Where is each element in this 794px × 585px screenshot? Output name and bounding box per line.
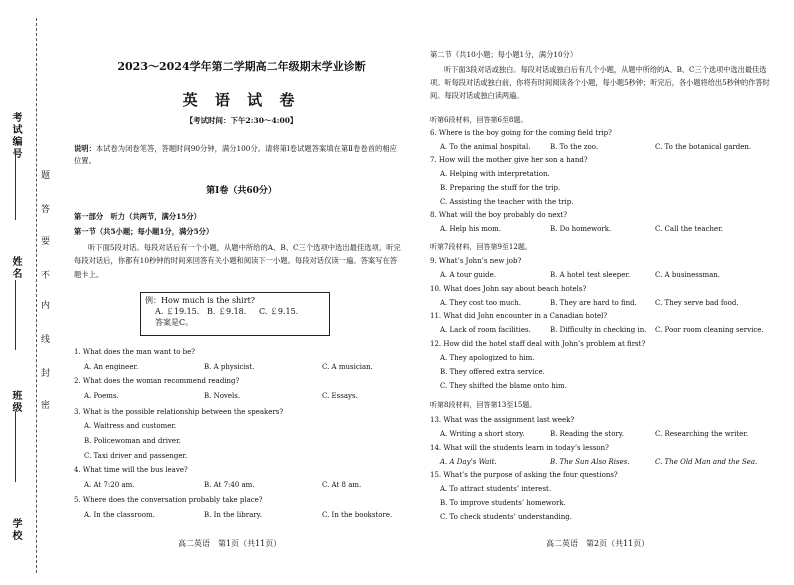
option-b: B. In the library. xyxy=(204,511,262,519)
question: 4. What time will the bus leave? xyxy=(74,466,188,474)
seal-line xyxy=(36,18,37,573)
option-a: A. An engineer. xyxy=(84,363,139,371)
option-a: A. A Day’s Wait. xyxy=(440,458,497,466)
page-footer-right: 高二英语 第2页（共11页） xyxy=(546,539,650,548)
question: 14. What will the students learn in today’s lesson? xyxy=(430,444,609,452)
question: 6. Where is the boy going for the coming field trip? xyxy=(430,129,612,137)
option-a: A. Poems. xyxy=(84,392,119,400)
exam-number-label: 考试编号 xyxy=(10,112,21,160)
example-option: C. ￡9.15. xyxy=(259,307,299,317)
name-field[interactable] xyxy=(15,280,16,350)
option-c: C. A musician. xyxy=(322,363,373,371)
seal-char: 不 xyxy=(39,270,49,279)
option-c: C. They serve bad food. xyxy=(655,299,739,307)
part-heading: 第一部分 听力（共两节，满分15分） xyxy=(74,212,201,221)
binding-margin xyxy=(0,0,64,585)
school-label: 学校 xyxy=(10,518,21,542)
question: 2. What does the woman recommend reading? xyxy=(74,377,240,385)
question: 11. What did John encounter in a Canadian hotel? xyxy=(430,312,608,320)
option-a: A. Writing a short story. xyxy=(440,430,525,438)
option-a: A. Lack of room facilities. xyxy=(440,326,531,334)
option-b: B. To improve students’ homework. xyxy=(440,499,566,507)
material-intro: 听第7段材料，回答第9至12题。 xyxy=(430,243,532,251)
seal-char: 密 xyxy=(39,400,49,409)
question: 5. Where does the conversation probably take place? xyxy=(74,496,263,504)
seal-char: 封 xyxy=(39,368,49,377)
example-option: A. ￡19.15. xyxy=(155,307,200,317)
option-c: C. Essays. xyxy=(322,392,358,400)
section2-heading: 第二节（共10小题；每小题1分，满分10分） xyxy=(430,50,578,59)
question: 13. What was the assignment last week? xyxy=(430,416,575,424)
option-c: C. Assisting the teacher with the trip. xyxy=(440,198,574,206)
option-b: B. Reading the story. xyxy=(550,430,625,438)
option-b: B. Novels. xyxy=(204,392,241,400)
option-b: B. At 7:40 am. xyxy=(204,481,255,489)
instructions-text: 本试卷为闭卷笔答，答题时间90分钟，满分100分。请将第Ⅰ卷试题答案填在第Ⅱ卷卷首的相应位置。 xyxy=(74,144,397,166)
section-title: 第Ⅰ卷（共60分） xyxy=(206,186,277,196)
seal-char: 答 xyxy=(39,204,49,213)
class-field[interactable] xyxy=(15,412,16,482)
option-a: A. To attract students’ interest. xyxy=(440,485,552,493)
option-b: B. Do homework. xyxy=(550,225,612,233)
example-question: 例：How much is the shirt? xyxy=(145,296,256,305)
option-a: A. At 7:20 am. xyxy=(84,481,135,489)
material-intro: 听第6段材料，回答第6至8题。 xyxy=(430,116,528,124)
example-answer: 答案是C。 xyxy=(155,318,194,328)
option-c: C. Poor room cleaning service. xyxy=(655,326,764,334)
material-intro: 听第8段材料，回答第13至15题。 xyxy=(430,401,537,409)
option-b: B. A physicist. xyxy=(204,363,255,371)
exam-time: 【考试时间：下午2:30～4:00】 xyxy=(185,116,298,125)
option-c: C. Researching the writer. xyxy=(655,430,749,438)
option-b: B. A hotel test sleeper. xyxy=(550,271,631,279)
option-b: B. The Sun Also Rises. xyxy=(550,458,630,466)
seal-char: 要 xyxy=(39,236,49,245)
question: 8. What will the boy probably do next? xyxy=(430,211,567,219)
name-label: 姓名 xyxy=(10,256,21,280)
option-b: B. Difficulty in checking in. xyxy=(550,326,647,334)
question: 12. How did the hotel staff deal with John’s problem at first? xyxy=(430,340,646,348)
seal-char: 线 xyxy=(39,334,49,343)
option-c: C. Taxi driver and passenger. xyxy=(84,452,188,460)
section1-heading: 第一节（共5小题；每小题1分，满分5分） xyxy=(74,227,214,236)
subject-title: 英 语 试 卷 xyxy=(182,91,301,109)
example-options xyxy=(145,306,325,317)
option-c: C. The Old Man and the Sea. xyxy=(655,458,758,466)
option-b: B. They are hard to find. xyxy=(550,299,637,307)
option-b: B. Preparing the stuff for the trip. xyxy=(440,184,561,192)
option-c: C. A businessman. xyxy=(655,271,721,279)
option-b: B. They offered extra service. xyxy=(440,368,545,376)
instructions xyxy=(74,143,404,168)
section2-directions: 听下面3段对话或独白。每段对话或独白后有几个小题，从题中所给的A、B、C三个选项中选出最佳选项。听每段对话或独白前，你将有时间阅读各个小题，每小题5秒钟；听完后，各小题将给出5秒钟的作答时间。每段对话或独白读两遍。 xyxy=(430,65,770,100)
example-box xyxy=(140,292,330,336)
option-a: A. Help his mom. xyxy=(440,225,501,233)
page-footer-left: 高二英语 第1页（共11页） xyxy=(178,539,282,548)
option-a: A. Waitress and customer. xyxy=(84,422,177,430)
option-c: C. To check students’ understanding. xyxy=(440,513,572,521)
question: 7. How will the mother give her son a hand? xyxy=(430,156,588,164)
question: 9. What’s John’s new job? xyxy=(430,257,522,265)
option-c: C. Call the teacher. xyxy=(655,225,723,233)
option-b: B. To the zoo. xyxy=(550,143,599,151)
option-a: A. To the animal hospital. xyxy=(440,143,531,151)
option-c: C. At 8 am. xyxy=(322,481,362,489)
option-c: C. To the botanical garden. xyxy=(655,143,752,151)
option-a: A. A tour guide. xyxy=(440,271,496,279)
option-b: B. Policewoman and driver. xyxy=(84,437,181,445)
exam-number-field[interactable] xyxy=(15,150,16,220)
option-a: A. They apologized to him. xyxy=(440,354,535,362)
instructions-label: 说明： xyxy=(74,144,96,153)
option-a: A. In the classroom. xyxy=(84,511,155,519)
option-a: A. They cost too much. xyxy=(440,299,522,307)
question: 1. What does the man want to be? xyxy=(74,348,196,356)
option-a: A. Helping with interpretation. xyxy=(440,170,550,178)
class-label: 班级 xyxy=(10,390,21,414)
seal-char: 题 xyxy=(39,170,49,179)
seal-char: 内 xyxy=(39,300,49,309)
option-c: C. They shifted the blame onto him. xyxy=(440,382,567,390)
question: 10. What does John say about beach hotels? xyxy=(430,285,587,293)
example-option: B. ￡9.18. xyxy=(207,307,247,317)
question: 15. What’s the purpose of asking the four questions? xyxy=(430,471,618,479)
exam-title: 2023～2024学年第二学期高二年级期末学业诊断 xyxy=(117,60,366,73)
section1-directions: 听下面5段对话。每段对话后有一个小题，从题中所给的A、B、C三个选项中选出最佳选项。听完每段对话后，你都有10秒钟的时间来回答有关小题和阅读下一小题。每段对话仅读一遍。答案写在答题卡上。 xyxy=(74,243,401,279)
option-c: C. In the bookstore. xyxy=(322,511,393,519)
question: 3. What is the possible relationship between the speakers? xyxy=(74,408,284,416)
